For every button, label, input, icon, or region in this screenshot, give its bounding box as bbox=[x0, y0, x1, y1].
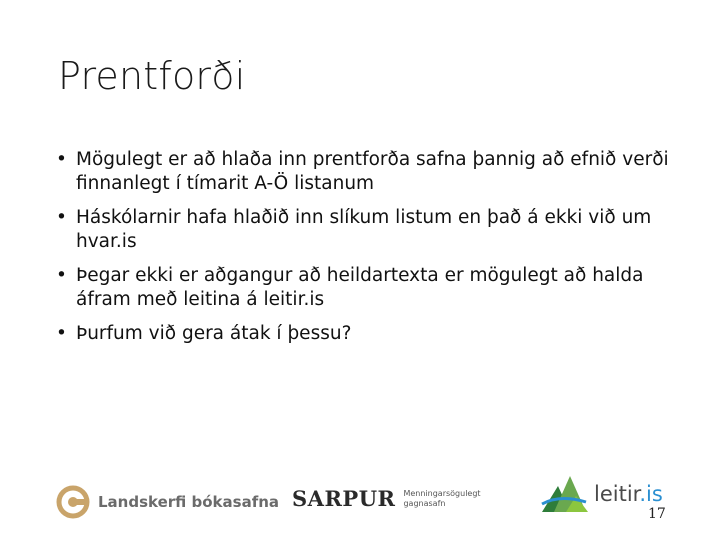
leitir-logo-text bbox=[594, 482, 663, 506]
leitir-logo bbox=[540, 472, 663, 516]
bullet-item bbox=[56, 322, 676, 346]
landskerfi-logo bbox=[56, 484, 279, 520]
bullet-marker: • bbox=[56, 149, 67, 170]
bullet-item bbox=[56, 264, 676, 312]
landskerfi-logo-icon bbox=[56, 485, 90, 519]
bullet-item bbox=[56, 148, 676, 196]
bullet-item bbox=[56, 206, 676, 254]
bullet-marker: • bbox=[56, 323, 67, 344]
bullet-text: Þurfum við gera átak í þessu? bbox=[76, 323, 352, 344]
bullet-marker: • bbox=[56, 265, 67, 286]
sarpur-logo-text: SARPUR bbox=[292, 486, 396, 511]
page-number: 17 bbox=[648, 506, 666, 522]
sarpur-subtitle-line1: Menningarsögulegt bbox=[403, 488, 481, 498]
bullet-marker: • bbox=[56, 207, 67, 228]
sarpur-subtitle-line2: gagnasafn bbox=[403, 498, 446, 508]
leitir-logo-main: leitir bbox=[594, 482, 640, 506]
leitir-mountain-icon bbox=[540, 472, 590, 516]
sarpur-logo-subtitle bbox=[403, 489, 480, 509]
bullet-text: Mögulegt er að hlaða inn prentforða safna þannig að efnið verði finnanlegt í tímarit A-Ö listanum bbox=[76, 149, 669, 194]
bullet-list bbox=[56, 148, 676, 356]
leitir-logo-accent: .is bbox=[639, 482, 663, 506]
sarpur-logo bbox=[292, 486, 481, 511]
landskerfi-logo-text: Landskerfi bókasafna bbox=[98, 493, 280, 511]
bullet-text: Háskólarnir hafa hlaðið inn slíkum listum en það á ekki við um hvar.is bbox=[76, 207, 652, 252]
bullet-text: Þegar ekki er aðgangur að heildartexta er mögulegt að halda áfram með leitina á leitir.is bbox=[76, 265, 644, 310]
slide-title: Prentforði bbox=[58, 54, 246, 98]
